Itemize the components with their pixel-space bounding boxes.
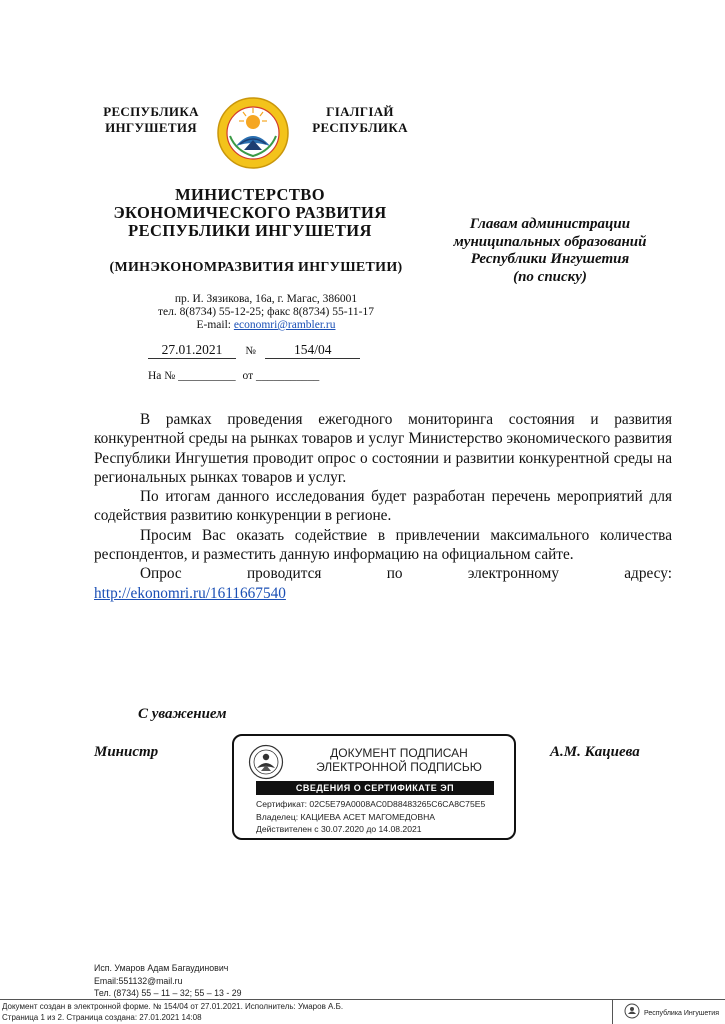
stamp-details xyxy=(256,798,485,836)
header-left-line1: РЕСПУБЛИКА xyxy=(103,104,199,119)
signer-name: А.М. Кациева xyxy=(550,744,640,760)
recipient-block xyxy=(430,216,670,286)
ministry-title xyxy=(80,186,420,240)
stamp-title-line2: ЭЛЕКТРОННОЙ ПОДПИСЬЮ xyxy=(316,760,482,774)
stamp-band: СВЕДЕНИЯ О СЕРТИФИКАТЕ ЭП xyxy=(256,781,494,795)
stamp-title-line1: ДОКУМЕНТ ПОДПИСАН xyxy=(330,746,468,760)
survey-url-link[interactable]: http://ekonomri.ru/1611667540 xyxy=(94,584,286,602)
ministry-email-link[interactable]: economri@rambler.ru xyxy=(233,319,336,331)
recipient-line3: Республики Ингушетия xyxy=(470,251,630,267)
footer-separator xyxy=(612,999,613,1024)
p4-word-4: электронному xyxy=(467,565,559,583)
footer-line2: Страница 1 из 2. Страница создана: 27.01.2021 14:08 xyxy=(2,1012,202,1022)
ministry-phone: тел. 8(8734) 55-12-25; факс 8(8734) 55-11-17 xyxy=(158,306,374,318)
executor-phone: Тел. (8734) 55 – 11 – 32; 55 – 13 - 29 xyxy=(94,988,242,998)
header-left xyxy=(96,104,206,136)
outgoing-number: 154/04 xyxy=(265,342,360,359)
outgoing-date: 27.01.2021 xyxy=(148,342,236,359)
footer-emblem-icon xyxy=(624,1003,640,1024)
stamp-cert: Сертификат: 02C5E79A0008AC0D88483265C6CA8C75E5 xyxy=(256,799,486,809)
footer-text xyxy=(2,1002,343,1023)
executor-info xyxy=(94,962,241,1000)
ministry-short-name: (МИНЭКОНОМРАЗВИТИЯ ИНГУШЕТИИ) xyxy=(109,260,403,275)
stamp-owner: Владелец: КАЦИЕВА АСЕТ МАГОМЕДОВНА xyxy=(256,811,436,822)
ministry-contacts xyxy=(106,293,426,332)
signer-position: Министр xyxy=(94,744,159,760)
email-label: E-mail: xyxy=(196,319,234,331)
e-signature-stamp xyxy=(232,734,516,840)
recipient-line4: (по списку) xyxy=(513,268,587,285)
number-sign: № xyxy=(245,345,256,357)
paragraph-4 xyxy=(94,564,672,583)
recipient-line1: Главам администрации xyxy=(469,216,631,232)
ref-from-blank: ___________ xyxy=(256,370,320,382)
p4-word-3: по xyxy=(386,565,403,583)
stamp-title xyxy=(294,746,504,774)
ministry-line3: РЕСПУБЛИКИ ИНГУШЕТИЯ xyxy=(128,221,372,240)
recipient-line2: муниципальных образований xyxy=(453,233,647,250)
incoming-ref-line xyxy=(148,370,319,382)
p4-word-5: адресу: xyxy=(624,565,672,583)
ref-label: На № xyxy=(148,370,176,382)
ministry-line1: МИНИСТЕРСТВО xyxy=(175,185,325,204)
executor-email: Email:551132@mail.ru xyxy=(94,975,183,986)
header-left-line2: ИНГУШЕТИЯ xyxy=(105,120,197,135)
letter-body xyxy=(94,410,672,603)
stamp-emblem-icon xyxy=(248,744,284,780)
paragraph-4-url-line xyxy=(94,584,672,603)
p4-word-2: проводится xyxy=(246,565,322,583)
header-right-line1: ГIАЛГIАЙ xyxy=(326,104,394,119)
ref-blank: __________ xyxy=(178,370,236,382)
footer-line1: Документ создан в электронной форме. № 154/04 от 27.01.2021. Исполнитель: Умаров А.Б. xyxy=(2,1002,344,1011)
executor-name: Исп. Умаров Адам Багаудинович xyxy=(94,963,229,973)
header-right xyxy=(300,104,420,136)
ministry-email-line xyxy=(106,319,426,332)
p4-word-1: Опрос xyxy=(140,565,182,583)
regards-text: С уважением xyxy=(138,706,227,722)
ingushetia-coat-of-arms-icon xyxy=(216,96,290,170)
ref-from: от xyxy=(242,370,254,382)
footer-logo-text: Республика Ингушетия xyxy=(644,1010,720,1017)
paragraph-1: В рамках проведения ежегодного мониторинга состояния и развития конкурентной среды на рынках товаров и услуг Министерство экономического развития Республики Ингушетия проводит опрос о состоянии и развитии конкурентной среды на региональных рынках товаров и услуг. xyxy=(94,411,672,486)
stamp-valid: Действителен с 30.07.2020 до 14.08.2021 xyxy=(256,824,422,834)
footer-logo xyxy=(624,1003,719,1024)
footer-divider xyxy=(0,999,725,1000)
outgoing-reg-line xyxy=(148,342,360,359)
ministry-address: пр. И. Зязикова, 16а, г. Магас, 386001 xyxy=(174,293,358,305)
ministry-line2: ЭКОНОМИЧЕСКОГО РАЗВИТИЯ xyxy=(113,203,387,222)
paragraph-2: По итогам данного исследования будет разработан перечень мероприятий для содействия развитию конкуренции в регионе. xyxy=(94,488,672,525)
paragraph-3: Просим Вас оказать содействие в привлечении максимального количества респондентов, и разместить данную информацию на официальном сайте. xyxy=(94,526,672,564)
header-right-line2: РЕСПУБЛИКА xyxy=(312,120,408,135)
